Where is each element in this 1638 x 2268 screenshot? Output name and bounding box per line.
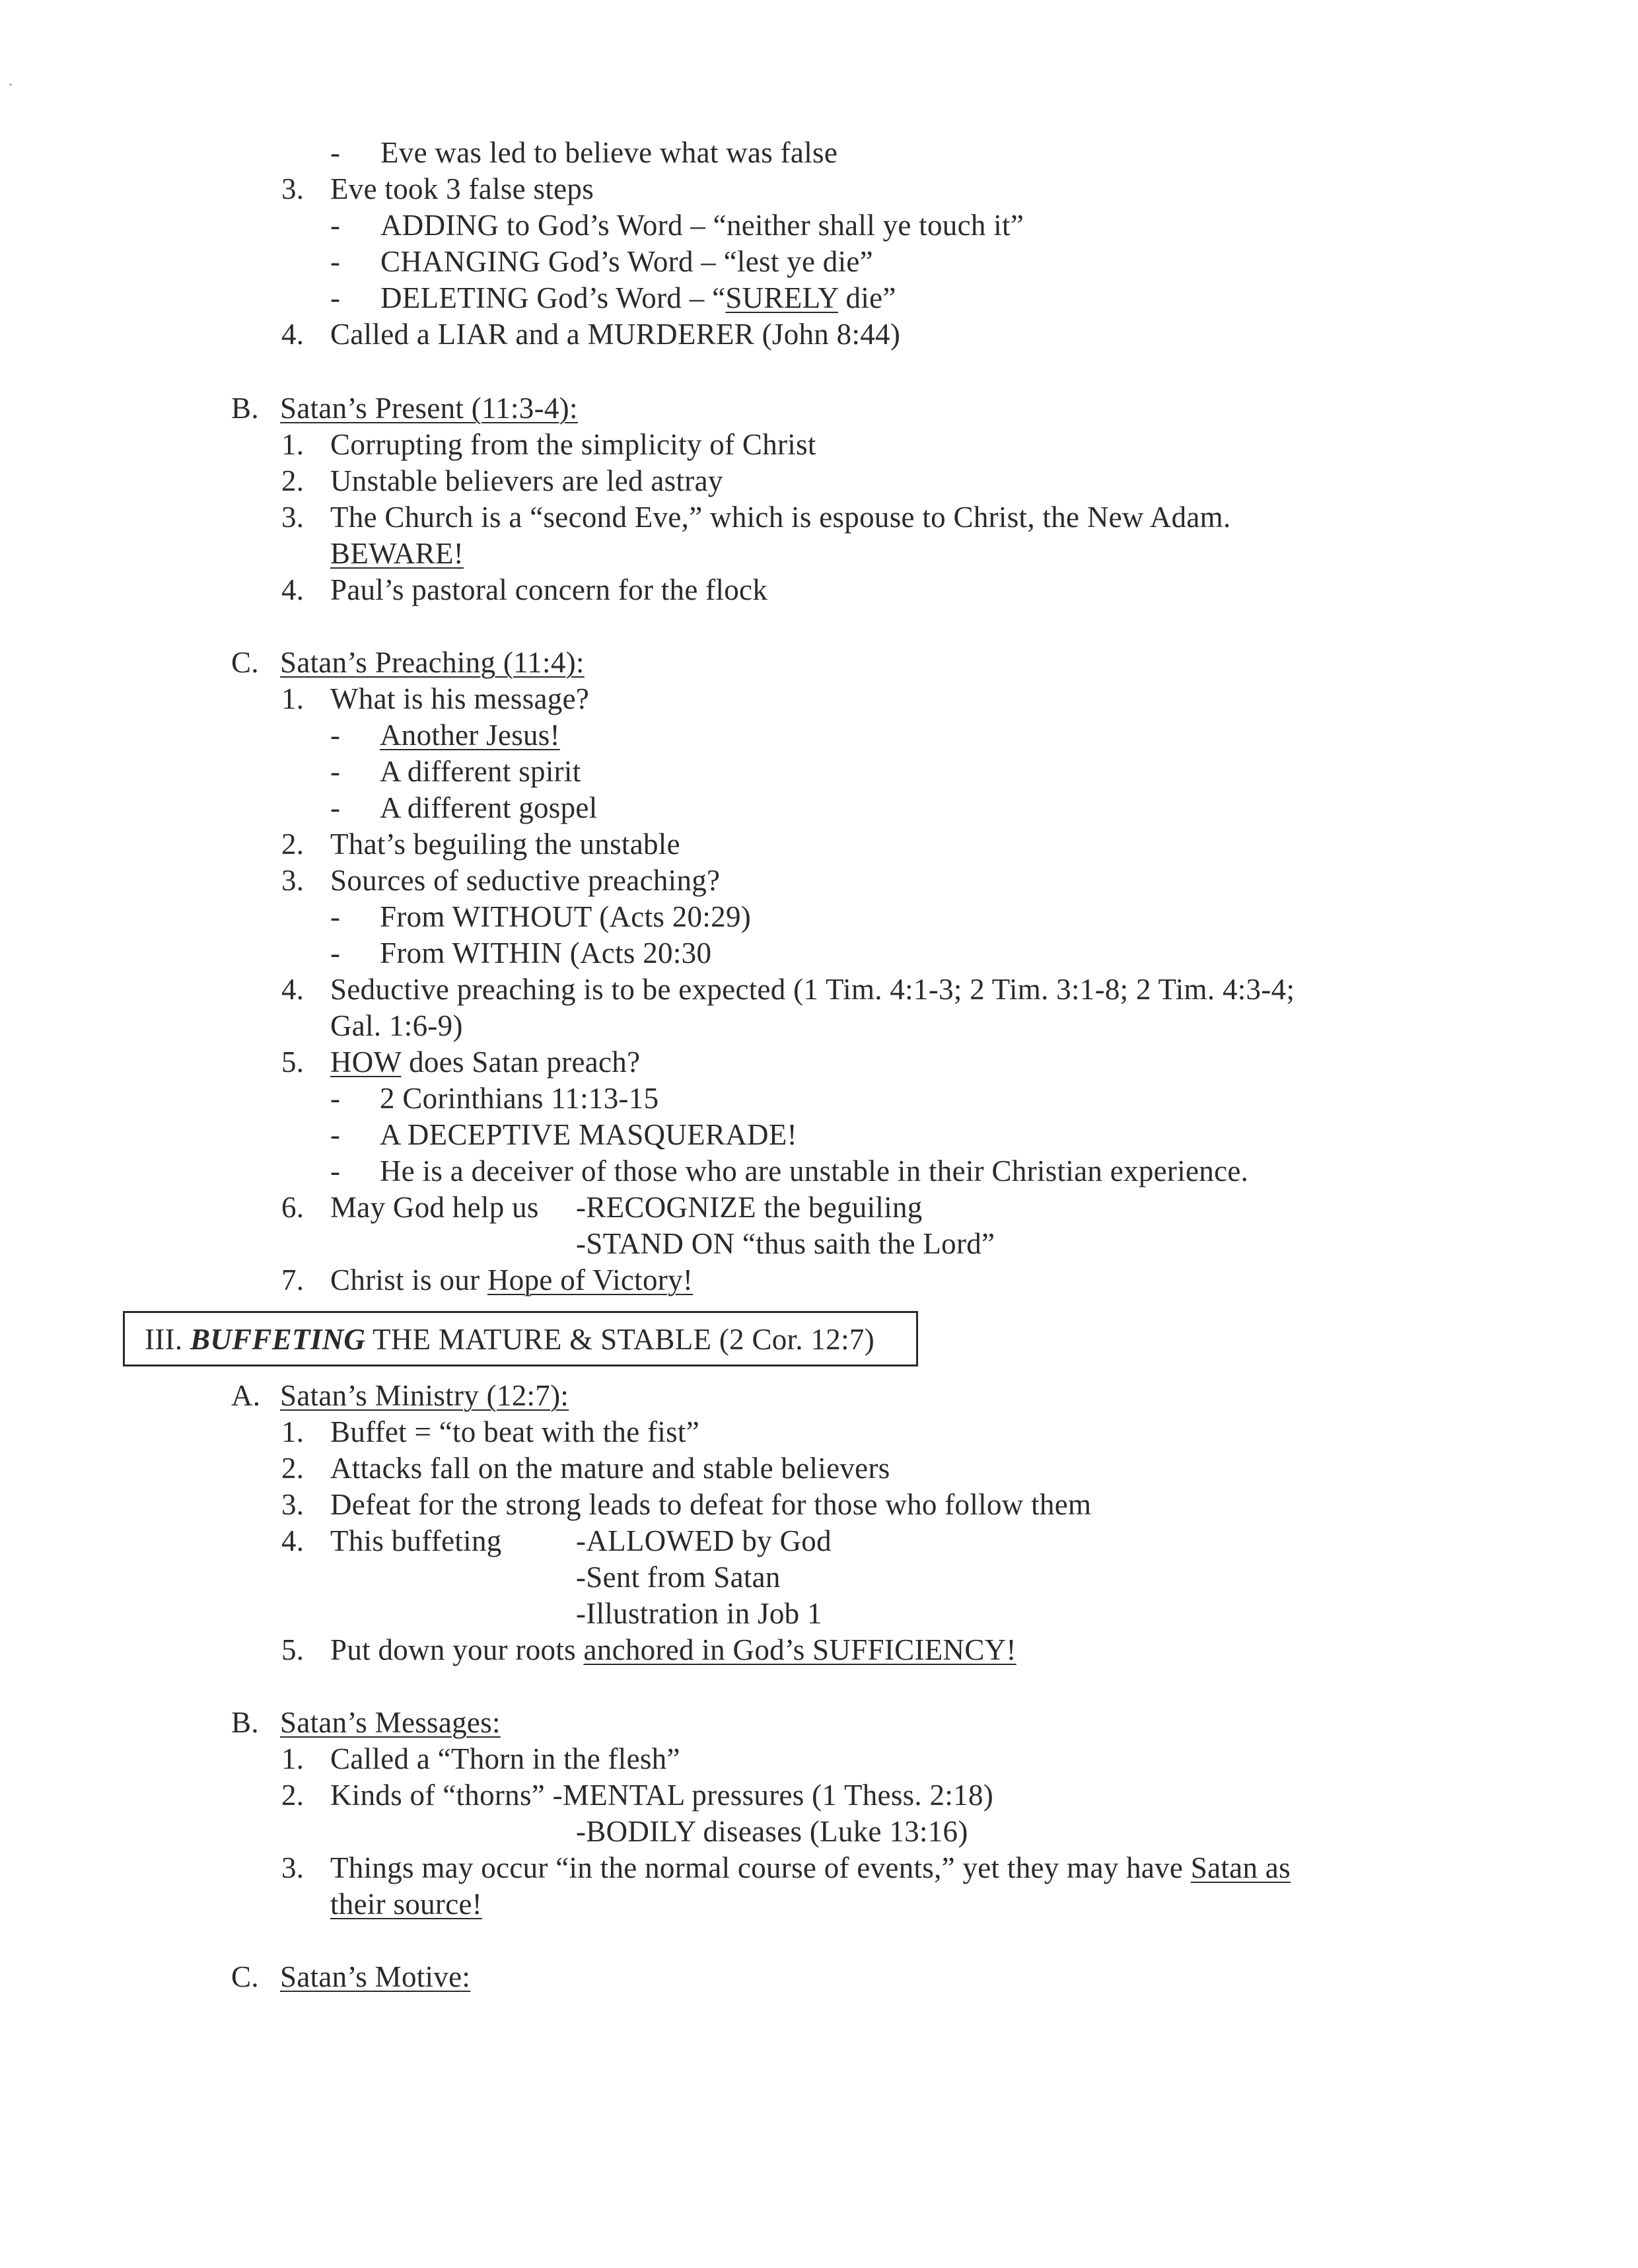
item-number: 2. (281, 1452, 304, 1485)
bullet-dash: - (330, 136, 341, 169)
present-item: The Church is a “second Eve,” which is espouse to Christ, the New Adam. (330, 501, 1231, 534)
hope-emphasis: Hope of Victory! (487, 1263, 694, 1296)
bullet-dash: - (330, 209, 341, 242)
section-letter: B. (231, 392, 259, 425)
step-deleting (380, 279, 896, 316)
deceiver: He is a deceiver of those who are unstable in their Christian experience. (380, 1154, 1249, 1187)
section-three-heading (145, 1321, 874, 1358)
item-number: 4. (281, 1524, 304, 1557)
preaching-item-cont: Gal. 1:6-9) (330, 1009, 463, 1042)
their-source: their source! (330, 1888, 483, 1921)
section-letter: C. (231, 1960, 259, 1993)
section-heading-messages: Satan’s Messages: (280, 1706, 501, 1739)
messages-item: Kinds of “thorns” -MENTAL pressures (1 Thess. 2:18) (330, 1779, 994, 1812)
item-number: 7. (281, 1263, 304, 1296)
scan-speck (9, 83, 12, 86)
item-number: 1. (281, 1742, 304, 1775)
section-letter: B. (231, 1706, 259, 1739)
how-rest: does Satan preach? (401, 1045, 641, 1079)
bullet-dash: - (330, 755, 341, 788)
bullet-dash: - (330, 1118, 341, 1151)
step-deleting-end: die” (838, 281, 896, 314)
section-letter: C. (231, 646, 259, 679)
item-number: 4. (281, 318, 304, 351)
bullet-dash: - (330, 1154, 341, 1187)
messages-item (330, 1849, 1291, 1886)
section-three-emphasis: BUFFETING (190, 1323, 366, 1356)
item-number: 3. (281, 864, 304, 897)
section-heading-present: Satan’s Present (11:3-4): (280, 392, 578, 425)
god-help-us: May God help us (330, 1191, 539, 1224)
ministry-item: This buffeting (330, 1524, 502, 1557)
step-deleting-text: DELETING God’s Word – “ (380, 281, 726, 314)
item-number: 3. (281, 172, 304, 205)
masquerade: A DECEPTIVE MASQUERADE! (380, 1118, 797, 1151)
preaching-item: What is his message? (330, 682, 590, 715)
roots-pre: Put down your roots (330, 1633, 584, 1666)
eve-led-line: Eve was led to believe what was false (380, 136, 838, 169)
section-three-box (123, 1311, 918, 1366)
step-changing: CHANGING God’s Word – “lest ye die” (380, 245, 873, 278)
section-heading-motive: Satan’s Motive: (280, 1960, 471, 1993)
roots-anchored (330, 1631, 1016, 1668)
item-number: 6. (281, 1191, 304, 1224)
item-number: 3. (281, 1488, 304, 1521)
satan-as-emphasis: Satan as (1190, 1851, 1291, 1884)
item-number: 4. (281, 973, 304, 1006)
bullet-dash: - (330, 719, 341, 752)
hope-pre: Christ is our (330, 1263, 487, 1296)
hope-of-victory (330, 1261, 693, 1298)
bullet-dash: - (330, 245, 341, 278)
liar-murderer: Called a LIAR and a MURDERER (John 8:44) (330, 318, 901, 351)
sent-from-satan: -Sent from Satan (576, 1561, 781, 1594)
recognize: -RECOGNIZE the beguiling (576, 1191, 923, 1224)
bullet-dash: - (330, 1082, 341, 1115)
bullet-dash: - (330, 937, 341, 970)
step-deleting-emphasis: SURELY (725, 281, 838, 314)
item-number: 1. (281, 1415, 304, 1448)
section-letter: A. (231, 1379, 261, 1412)
present-item: Paul’s pastoral concern for the flock (330, 573, 768, 606)
section-heading-preaching: Satan’s Preaching (11:4): (280, 646, 585, 679)
section-three-numeral: III. (145, 1323, 190, 1356)
bullet-dash: - (330, 900, 341, 933)
roots-emphasis: anchored in God’s SUFFICIENCY! (583, 1633, 1016, 1666)
illustration-job: -Illustration in Job 1 (576, 1597, 822, 1630)
from-within: From WITHIN (Acts 20:30 (380, 937, 712, 970)
allowed-by-god: -ALLOWED by God (576, 1524, 832, 1557)
section-heading-ministry: Satan’s Ministry (12:7): (280, 1379, 569, 1412)
how-emphasis: HOW (330, 1045, 402, 1079)
ministry-item: Buffet = “to beat with the fist” (330, 1415, 700, 1448)
ministry-item: Defeat for the strong leads to defeat for those who follow them (330, 1488, 1092, 1521)
preaching-item: Sources of seductive preaching? (330, 864, 721, 897)
item-number: 5. (281, 1633, 304, 1666)
beware-text: BEWARE! (330, 537, 464, 570)
eve-false-steps: Eve took 3 false steps (330, 172, 594, 205)
different-spirit: A different spirit (380, 755, 581, 788)
normal-course-text: Things may occur “in the normal course of events,” yet they may have (330, 1851, 1191, 1884)
stand-on: -STAND ON “thus saith the Lord” (576, 1227, 995, 1260)
preaching-item: That’s beguiling the unstable (330, 828, 680, 861)
corinthians-ref: 2 Corinthians 11:13-15 (380, 1082, 659, 1115)
another-jesus: Another Jesus! (380, 719, 560, 752)
item-number: 3. (281, 501, 304, 534)
messages-item: Called a “Thorn in the flesh” (330, 1742, 680, 1775)
ministry-item: Attacks fall on the mature and stable believers (330, 1452, 890, 1485)
item-number: 2. (281, 464, 304, 497)
section-three-rest: THE MATURE & STABLE (2 Cor. 12:7) (365, 1323, 874, 1356)
from-without: From WITHOUT (Acts 20:29) (380, 900, 752, 933)
bullet-dash: - (330, 281, 341, 314)
present-item: Corrupting from the simplicity of Christ (330, 428, 816, 461)
step-adding: ADDING to God’s Word – “neither shall ye touch it” (380, 209, 1024, 242)
preaching-item: Seductive preaching is to be expected (1 Tim. 4:1-3; 2 Tim. 3:1-8; 2 Tim. 4:3-4; (330, 973, 1295, 1006)
different-gospel: A different gospel (380, 791, 598, 824)
item-number: 2. (281, 828, 304, 861)
present-item: Unstable believers are led astray (330, 464, 723, 497)
bullet-dash: - (330, 791, 341, 824)
item-number: 1. (281, 428, 304, 461)
bodily-diseases: -BODILY diseases (Luke 13:16) (576, 1815, 968, 1848)
item-number: 2. (281, 1779, 304, 1812)
item-number: 5. (281, 1045, 304, 1079)
item-number: 1. (281, 682, 304, 715)
how-preach (330, 1044, 640, 1081)
item-number: 4. (281, 573, 304, 606)
item-number: 3. (281, 1851, 304, 1884)
